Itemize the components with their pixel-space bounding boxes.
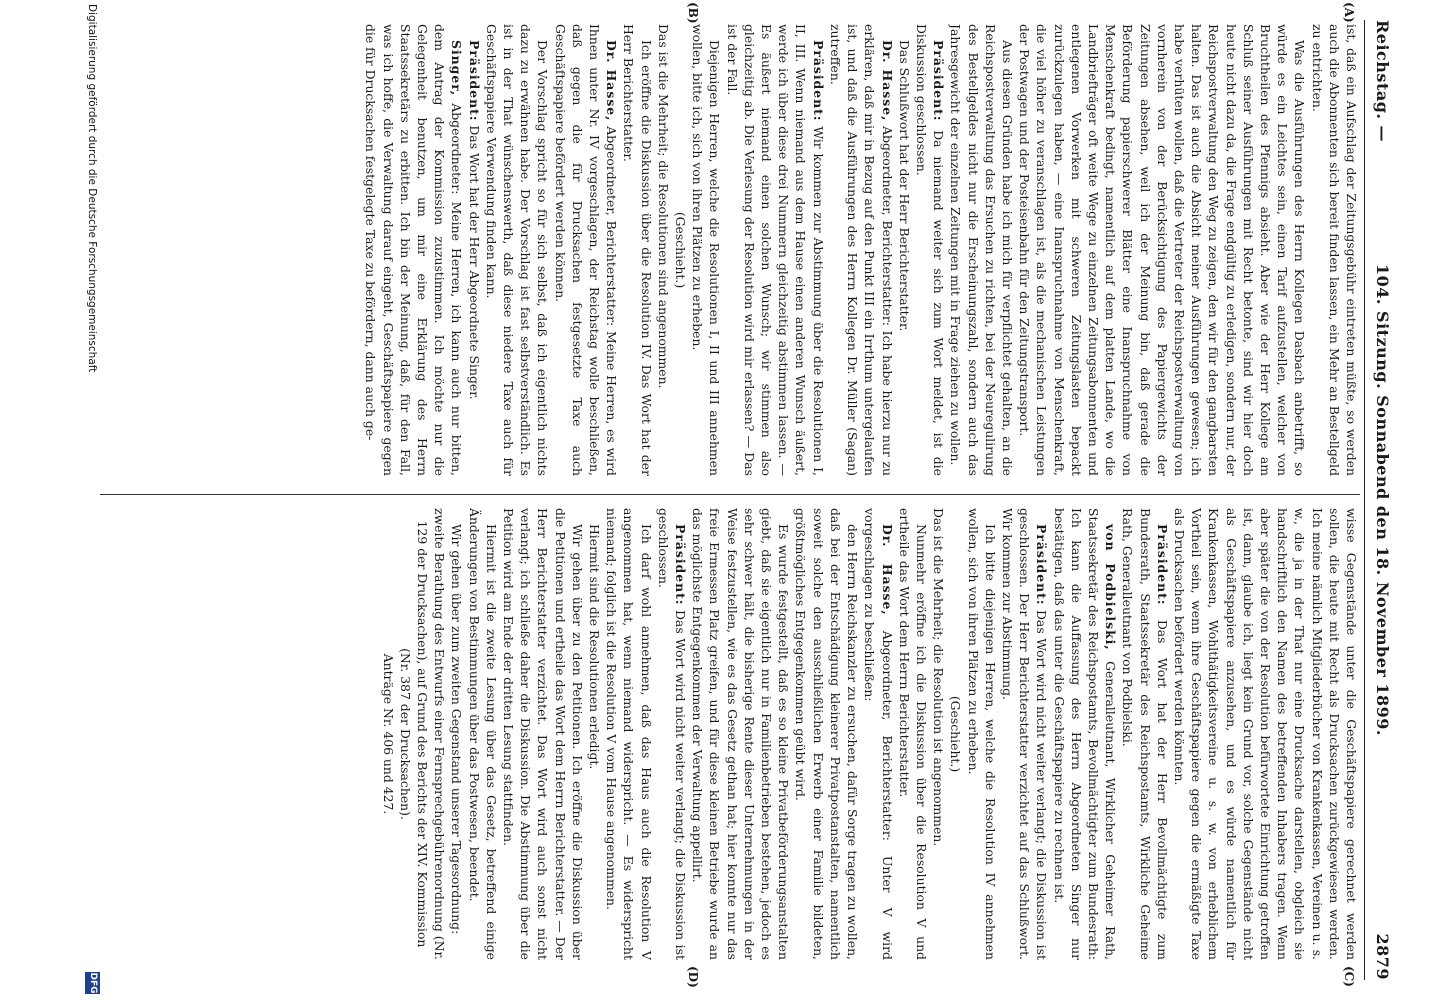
paragraph: [500, 508, 586, 960]
dfg-logo: DFG: [85, 972, 100, 994]
paragraph-text: wisse Gegenstände unter die Geschäftspapiere gerechnet werden sollen, die heute mit Recht als Drucksachen zurückgewiesen werden. Ich meine nämlich Mitgliederbücher von Krankenkassen, Vereinen u. s. w., die ja in der That nur eine Drucksache darstellen, obgleich sie handschriftlich den Namen des betreffenden Inhabers tragen. Wenn aber später die von der Resolution befürwortete Einrichtung getroffen ist, dann, glaube ich, liegt kein Grund vor, solche Gegenstände nicht als Geschäftspapiere anzusehen, und es würde namentlich für Krankenkassen, Wohlthätigkeitsvereine u. s. w. von erheblichem Vortheil sein, wenn ihre Geschäftspapiere gegen die ermäßigte Taxe als Drucksachen befördert werden könnten.: [1171, 508, 1359, 960]
paragraph: [448, 508, 465, 960]
paragraph: [1016, 24, 1308, 476]
paragraph: [465, 24, 482, 476]
speaker-name: Singer,: [449, 40, 465, 97]
paragraph: [1119, 508, 1171, 960]
paragraph-text: Das Wort hat der Herr Abgeordnete Singer.: [466, 125, 482, 400]
paragraph-text: Das ist die Mehrheit; die Resolution ist angenommen.: [931, 508, 947, 847]
paragraph: [861, 508, 895, 960]
paragraph: [603, 508, 655, 960]
paragraph: [896, 24, 913, 476]
paragraph-text: Abgeordneter, Berichterstatter: Meine Herren, es wird Ihnen unter Nr. IV vorgeschlagen, der Reichstag wolle beschließen, daß gegen die für Drucksachen festgesetzte Taxe auch Geschäftspapiere befördert werden können.: [552, 24, 620, 476]
page-header: [1364, 20, 1398, 980]
paragraph: [672, 24, 689, 476]
margin-mark-d: (D): [686, 966, 700, 988]
paragraph: [913, 24, 947, 476]
paragraph: [586, 508, 603, 960]
paragraph: [689, 508, 792, 960]
paragraph-text: Der Vorschlag spricht so für sich selbst, daß ich eigentlich nichts dazu zu erwähnen habe. Der Vorschlag ist fast selbstverständlich. Es ist in der That wünschenswerth, daß diese niedere Taxe auch für Geschäftspapiere Verwendung finden kann.: [483, 24, 551, 476]
paragraph-text: (Geschieht.): [673, 211, 689, 289]
paragraph: [379, 508, 396, 960]
paragraph-text: Nunmehr eröffne ich die Diskussion über die Resolution V und ertheile das Wort dem Herrn Berichterstatter.: [896, 508, 929, 960]
paragraph: [620, 24, 654, 476]
header-left: Reichstag. —: [1373, 20, 1392, 143]
header-title: 104. Sitzung. Sonnabend den 18. November 1899.: [1373, 263, 1392, 736]
paragraph-text: Ich darf wohl annehmen, daß das Haus auch die Resolution V angenommen hat, wenn niemand widerspricht. — Es widerspricht niemand; folglich ist die Resolution V vom Hause angenommen.: [604, 508, 654, 960]
paragraph: [947, 508, 964, 960]
paragraph: [1308, 24, 1360, 476]
speaker-name: Dr. Hasse,: [604, 40, 620, 122]
speaker-name: Präsident:: [673, 524, 689, 606]
right-column: [100, 508, 1360, 960]
paragraph: [362, 24, 465, 476]
paragraph: [999, 508, 1051, 960]
speaker-name: Präsident:: [466, 40, 482, 122]
paragraph: [827, 24, 896, 476]
paragraph-text: Das ist die Mehrheit; die Resolutionen sind angenommen.: [655, 24, 671, 389]
paragraph-text: Abgeordneter: Meine Herren, ich kann auch nur bitten, dem Antrag der Kommission zuzustimmen. Ich möchte nur die Gelegenheit benutzen, um mir eine Erklärung des Herrn Staatssekretärs zu erbitten. Ich bin der Meinung, daß, für den Fall, was ich hoffe, die Verwaltung darauf eingeht, Geschäftspapiere gegen die für Drucksachen festgelegte Taxe zu befördern, dann auch ge-: [363, 24, 465, 476]
paragraph: [465, 508, 499, 960]
speaker-name: Dr. Hasse,: [879, 40, 895, 122]
speaker-name: von Podbielski,: [1103, 524, 1119, 651]
paragraph-text: Hiermit ist die zweite Lesung über das Gesetz, betreffend einige Änderungen von Bestimmungen über das Postwesen, beendet.: [466, 508, 499, 960]
header-rule: [1364, 20, 1365, 980]
paragraph-text: Das Wort wird nicht weiter verlangt; die Diskussion ist geschlossen. Der Herr Berichterstatter verzichtet auf das Schlußwort. Wir kommen zur Abstimmung.: [999, 508, 1050, 960]
paragraph: [551, 24, 620, 476]
speaker-name: Präsident:: [1154, 524, 1170, 606]
paragraph-text: Das Schlußwort hat der Herr Berichterstatter.: [896, 40, 912, 332]
footer: [70, 0, 110, 1000]
paragraph-text: Abgeordneter, Berichterstatter: Unter V wird vorgeschlagen zu beschließen:: [862, 508, 895, 960]
paragraph: [792, 508, 861, 960]
paragraph: [947, 24, 1016, 476]
margin-mark-b: (B): [686, 2, 700, 24]
paragraph-text: Aus diesen Gründen habe ich mich für verpflichtet gehalten, an die Reichspostverwaltung das Ersuchen zu richten, bei der Neuregulirung des Bestellgeldes nicht nur die Erscheinungszahl, sondern auch das Jahresgewicht der einzelnen Zeitungen mit in Frage ziehen zu wollen.: [948, 24, 1015, 476]
paragraph: [483, 24, 552, 476]
paragraph-text: Hiermit sind die Resolutionen erledigt.: [587, 524, 603, 770]
paragraph: [964, 508, 998, 960]
paragraph: [397, 508, 449, 960]
margin-mark-c: (C): [1342, 966, 1356, 987]
paragraph-text: Das Wort wird nicht weiter verlangt; die Diskussion ist geschlossen.: [655, 508, 689, 960]
paragraph-text: Wir kommen zur Abstimmung über die Resolutionen I, II, III. Wenn niemand aus dem Hause einen anderen Wunsch äußert, werde ich über diese drei Nummern gleichzeitig abstimmen lassen. — Es äußert niemand einen solchen Wunsch; wir stimmen also gleichzeitig ab. Die Verlesung der Resolution wird mir erlassen? — Das ist der Fall.: [724, 24, 826, 476]
paragraph-text: (Geschieht.): [948, 695, 964, 773]
paragraph: [896, 508, 930, 960]
rotated-page: [70, 0, 1400, 1000]
paragraph: [930, 508, 947, 960]
paragraph-text: Ich bitte diejenigen Herren, welche die Resolution IV annehmen wollen, sich von ihren Plätzen zu erheben.: [965, 508, 998, 960]
paragraph: [655, 508, 689, 960]
paragraph-text: Generalleutnant, Wirklicher Geheimer Rath, Staatssekretär des Reichspostamts, Bevollmächtigter zum Bundesrath: Ich kann die Auffassung des Herrn Abgeordneten Singer nur bestätigen, daß das unter die Geschäftspapiere zu rechnen ist.: [1051, 508, 1119, 960]
speaker-name: Dr. Hasse,: [879, 524, 895, 616]
paragraph-text: Das Wort hat der Herr Bevollmächtigte zum Bundesrath, Staatssekretär des Reichspostamts, Wirkliche Geheime Rath, Generalleutnant von Podbielski.: [1120, 508, 1170, 960]
paragraph-text: Wir gehen über zum zweiten Gegenstand unserer Tagesordnung:: [449, 524, 465, 935]
paragraph-text: Diejenigen Herren, welche die Resolutionen I, II und III annehmen wollen, bitte ich, sich von ihren Plätzen zu erheben.: [690, 24, 723, 476]
paragraph-text: Abgeordneter, Berichterstatter: Ich habe hierzu nur zu erklären, daß mir in Bezug auf den Punkt III ein Irrthum untergelaufen ist, und daß die Ausführungen des Herrn Kollegen Dr. Müller (Sagan) zutreffen.: [827, 24, 895, 476]
paragraph-text: Da niemand weiter sich zum Wort meldet, ist die Diskussion geschlossen.: [913, 24, 947, 476]
paragraph-text: Anträge Nr. 406 und 427.: [380, 653, 396, 815]
paragraph-text: Was die Ausführungen des Herrn Kollegen Dasbach anbetrifft, so würde es ein Leichtes sein, einen Tarif aufzustellen, welcher von Bruchtheilen des Pfennigs absieht. Aber wie der Herr Kollege am Schluß seiner Ausführungen mit Recht betonte, sind wir hier doch heute nicht dazu da, die Frage endgültig zu erledigen, sondern nur, der Reichspostverwaltung den Weg zu zeigen, den wir für den gangbarsten halten. Das ist auch die Absicht meiner Ausführungen gewesen; ich habe verhüten wollen, daß die Vertreter der Reichspostverwaltung von vornherein von der Berücksichtigung des Papiergewichts der Zeitungen absehen, weil ich der Meinung bin, daß gerade die Beförderung papierschwerer Blätter eine Inanspruchnahme von Menschenkraft bedingt, namentlich auf dem platten Lande, wo die Landbriefträger oft weite Wege zu einzelnen Zeitungsabonnenten und entlegenen Vorwerken mit schweren Zeitungslasten bepackt zurückzulegen haben, — eine Inanspruchnahme von Menschenkraft, die viel höher zu veranschlagen ist, als die mechanischen Leistungen der Postwagen und der Posteisenbahn für den Zeitungstransport.: [1017, 24, 1308, 476]
left-column: [100, 24, 1360, 476]
funding-note: Digitalisierung gefördert durch die Deutsche Forschungsgemeinschaft: [86, 4, 98, 373]
speaker-name: Präsident:: [810, 40, 826, 122]
paragraph-text: Wir gehen über zu den Petitionen. Ich eröffne die Diskussion über die Petitionen und ertheile das Wort dem Herrn Berichterstatter. — Der Herr Berichterstatter verzichtet. Das Wort wird auch sonst nicht verlangt; ich schließe daher die Diskussion. Die Abstimmung über die Petition wird am Ende der dritten Lesung stattfinden.: [501, 508, 585, 960]
paragraph: [689, 24, 723, 476]
paragraph: [1171, 508, 1360, 960]
speaker-name: Präsident:: [931, 40, 947, 122]
paragraph-text: zweite Berathung des Entwurfs einer Fernsprechgebührenordnung (Nr. 129 der Drucksachen), auf Grund des Berichts der XIV. Kommission (Nr. 387 der Drucksachen).: [397, 508, 448, 960]
paragraph: [1050, 508, 1119, 960]
paragraph-text: ist, daß ein Aufschlag der Zeitungsgebühr eintreten müßte, so werden auch die Abonnenten sich bereit finden lassen, ein Mehr an Bestellgeld zu entrichten.: [1309, 24, 1359, 476]
paragraph: [655, 24, 672, 476]
paragraph: [723, 24, 826, 476]
margin-mark-a: (A): [1342, 2, 1356, 23]
paragraph-text: Ich eröffne die Diskussion über die Resolution IV. Das Wort hat der Herr Berichterstatter.: [621, 24, 654, 476]
paragraph-text: Es wurde festgestellt, daß es so kleine Privatbeförderungsanstalten giebt, daß sie eigentlich nur in Familienbetrieben bestehen, jedoch es sehr schwer hält, die bisherige Rente dieser Unternehmungen in der Weise festzustellen, wie es das Gesetz gethan hat; hier konnte nur das freie Ermessen Platz greifen, und für diese kleinen Betriebe wurde an das möglichste Entgegenkommen der Verwaltung appellirt.: [690, 508, 792, 960]
column-divider: [100, 494, 1360, 495]
speaker-name: Präsident:: [1034, 524, 1050, 606]
paragraph-text: den Herrn Reichskanzler zu ersuchen, dafür Sorge tragen zu wollen, daß bei der Entschädigung kleinerer Privatpostanstalten, namentlich soweit solche den ausschließlichen Erwerb einer Familie bildeten, größtmögliches Entgegenkommen geübt wird.: [793, 508, 861, 960]
page-number: 2879: [1373, 933, 1392, 980]
